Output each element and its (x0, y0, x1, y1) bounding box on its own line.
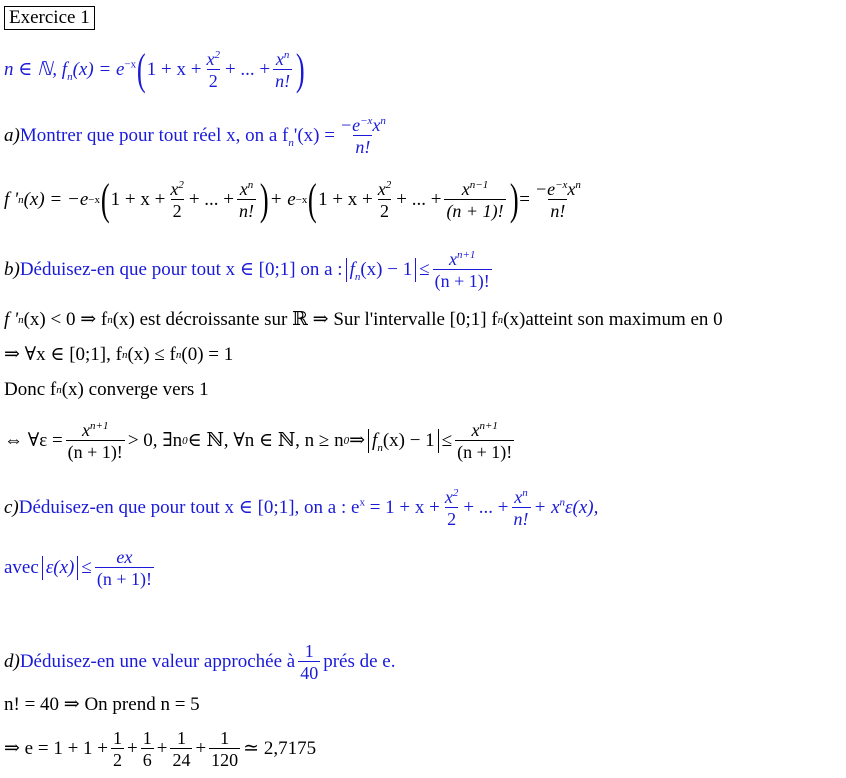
answer-d-line-1: n! = 40 ⇒ On prend n = 5 (4, 694, 200, 715)
question-d-letter: d) (4, 651, 20, 672)
question-b: b) Déduisez-en que pour tout x ∈ [0;1] on a : $f_n(x) - 1$ ≤ $\frac{x^{n+1}}{(n + 1)!}$ (4, 248, 490, 291)
frac-1-2: $\frac{1}{2}$ (113, 727, 122, 770)
answer-a: f ' n (x) = −e −x ( 1 + x + $\frac{x^2}{2}$ + ... + $\frac{x^n}{n!}$ ) + e −x ( 1 + x + $\frac{x^2}{2}$ + ... + $\frac{x^{n-1}}{(n + 1)!}$ ) = $-e^{-x}x^n$ n! (4, 175, 581, 224)
question-c: c) Déduisez-en que pour tout x ∈ [0;1], on a : $e^x = 1 + x$ + $\frac{x^2}{2}$ + ... + $\frac{x^n}{n!}$ + $x^n\varepsilon(x)$, (4, 486, 599, 529)
answer-b-line-4: ⇔ ∀ε = $\frac{x^{n+1}}{(n + 1)!}$ > 0, ∃n 0 ∈ ℕ, ∀n ∈ ℕ, n ≥ n 0 ⇒ $f_n(x) - 1$ ≤ $\frac{x^{n+1}}{(n + 1)!}$ (4, 419, 513, 462)
open-paren: ( (137, 45, 146, 94)
question-c-line-2: avec ε(x) ≤ $\frac{ex}{(n + 1)!}$ (4, 546, 152, 589)
close-paren: ) (259, 175, 269, 224)
question-c-letter: c) (4, 497, 19, 518)
answer-a-result-frac: $-e^{-x}x^n$ n! (534, 178, 581, 221)
answer-a-frac-1: $\frac{x^2}{2}$ (170, 178, 184, 221)
question-b-text: Déduisez-en que pour tout x ∈ [0;1] on a : (19, 259, 343, 280)
close-paren: ) (296, 45, 305, 94)
answer-b-line-3: Donc f n (x) converge vers 1 (4, 379, 209, 400)
close-paren: ) (509, 175, 519, 224)
exercise-title-line (4, 6, 95, 30)
answer-a-frac-4: $\frac{x^{n-1}}{(n + 1)!}$ (446, 178, 504, 221)
question-c-frac-1: $\frac{x^2}{2}$ (444, 486, 459, 529)
exercise-title: Exercice 1 (4, 6, 95, 30)
open-paren: ( (308, 175, 318, 224)
epsilon-frac: $\frac{x^{n+1}}{(n + 1)!}$ (67, 419, 123, 462)
question-d-frac: 1 40 (300, 640, 319, 683)
question-c-frac-2: $\frac{x^n}{n!}$ (513, 486, 529, 529)
answer-d-line-2: ⇒ e = 1 + 1 + $\frac{1}{2}$ + $\frac{1}{6}$ + $\frac{1}{24}$ + $\frac{1}{120}$ ≃ 2,7175 (4, 727, 317, 770)
question-c-text: Déduisez-en que pour tout x ∈ [0;1], on a : $e^x = 1 + x$ + (18, 496, 440, 518)
frac-1-120: $\frac{1}{120}$ (211, 727, 239, 770)
question-d: d) Déduisez-en une valeur approchée à 1 40 prés de e. (4, 640, 396, 683)
answer-a-frac-3: $\frac{x^2}{2}$ (377, 178, 392, 221)
question-b-frac: $\frac{x^{n+1}}{(n + 1)!}$ (434, 248, 490, 291)
question-d-text: Déduisez-en une valeur approchée à (19, 651, 296, 672)
question-b-letter: b) (4, 259, 20, 280)
open-paren: ( (100, 175, 110, 224)
question-a-text: Montrer que pour tout réel x, on a $f_n'(x)$ = (19, 125, 335, 149)
answer-b-abs: $f_n(x) - 1$ (368, 429, 439, 453)
question-a-letter: a) (4, 125, 20, 146)
definition-line (4, 44, 306, 96)
frac-1-24: $\frac{1}{24}$ (172, 727, 191, 770)
def-sum-start: 1 + x + (146, 59, 202, 80)
def-dots: + ... + (224, 59, 271, 80)
question-a-frac: $-e^{-x}x^n$ n! (339, 114, 386, 157)
def-head: n ∈ ℕ, $f_n(x) = e^{-x}$ (4, 58, 137, 83)
epsilon-abs: ε(x) (42, 556, 79, 580)
question-c-bound-frac: $\frac{ex}{(n + 1)!}$ (96, 546, 152, 589)
answer-a-frac-2: $\frac{x^n}{n!}$ (239, 178, 255, 221)
def-frac-x2: $\frac{x^2}{2}$ (206, 48, 220, 91)
bound-frac: $\frac{x^{n+1}}{(n + 1)!}$ (457, 419, 513, 462)
frac-1-6: $\frac{1}{6}$ (142, 727, 152, 770)
question-a (4, 110, 391, 162)
question-b-abs: $f_n(x) - 1$ (346, 258, 417, 282)
def-frac-xn: $\frac{x^n}{n!}$ (275, 48, 291, 91)
answer-b-line-1: f ' n (x) < 0 ⇒ f n (x) est décroissante sur ℝ ⇒ Sur l'intervalle [0;1] f n (x)atteint son maximum en 0 (4, 309, 723, 330)
answer-b-line-2: ⇒ ∀x ∈ [0;1], f n (x) ≤ f n (0) = 1 (4, 344, 234, 365)
